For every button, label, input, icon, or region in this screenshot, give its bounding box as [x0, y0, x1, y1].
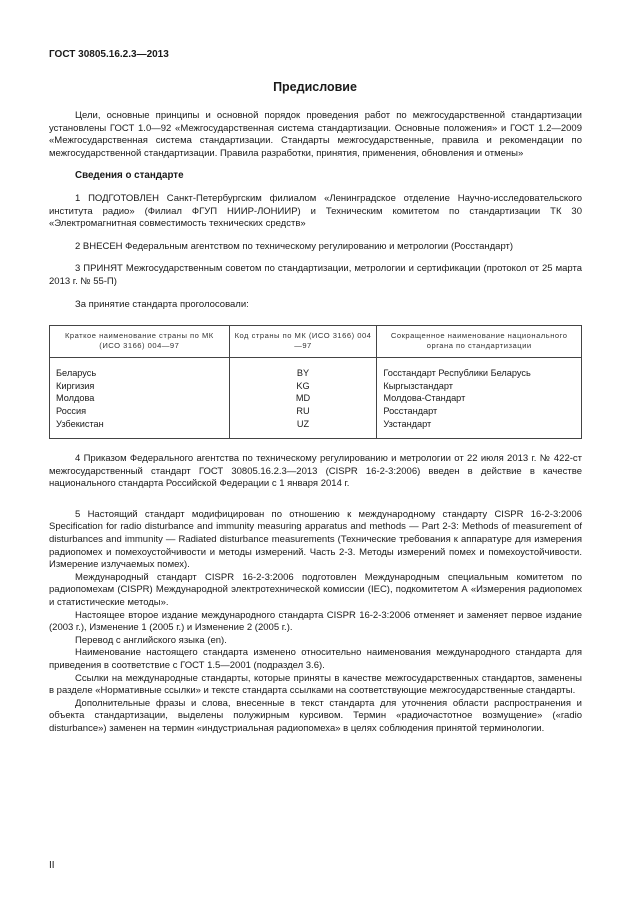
document-body — [49, 110, 582, 736]
code-cell: UZ — [229, 418, 377, 439]
code-cell: RU — [229, 405, 377, 418]
body-cell: Росстандарт — [377, 405, 582, 418]
item-3-paragraph: 3 ПРИНЯТ Межгосударственным советом по стандартизации, метрологии и сертификации (протокол от 25 марта 2013 г. № 55-П) — [49, 263, 582, 287]
country-cell: Молдова — [50, 392, 230, 405]
page-title: Предисловие — [273, 80, 357, 94]
translation-paragraph: Перевод с английского языка (en). — [75, 634, 227, 646]
table-row — [50, 380, 582, 393]
item-2-paragraph: 2 ВНЕСЕН Федеральным агентством по техническому регулированию и метрологии (Росстандарт) — [75, 240, 514, 252]
col-header-body: Сокращенное наименование национального органа по стандартизации — [377, 326, 582, 358]
col-header-code: Код страны по МК (ИСО 3166) 004—97 — [229, 326, 377, 358]
item-5-paragraph: 5 Настоящий стандарт модифицирован по отношению к международному стандарту CISPR 16-2-3:2006 Specification for radio disturbance and immunity measuring apparatus and methods — Part 2-3: Methods of measurement of disturbances and immunity — Radiated disturbance measurements (Технические требования к аппаратуре для измерения радиопомех и помехоустойчивости и методы измерений. Часть 2-3. Методы измерений помех и помехоустойчивости. Измерение излучаемых помех). — [49, 508, 582, 571]
table-row — [50, 418, 582, 439]
item-4-paragraph: 4 Приказом Федерального агентства по техническому регулированию и метрологии от 22 июля 2013 г. № 422-ст межгосударственный стандарт ГОСТ 30805.16.2.3—2013 (CISPR 16-2-3:2006) введен в действие в качестве национального стандарта Российской Федерации с 1 января 2014 г. — [49, 453, 582, 490]
page-number: II — [49, 860, 55, 871]
document-id: ГОСТ 30805.16.2.3—2013 — [49, 49, 169, 60]
body-cell: Молдова-Стандарт — [377, 392, 582, 405]
name-change-paragraph: Наименование настоящего стандарта изменено относительно наименования международного стандарта для приведения в соответствие с ГОСТ 1.5—2001 (подраздел 3.6). — [49, 647, 582, 671]
country-cell: Россия — [50, 405, 230, 418]
table-row — [50, 358, 582, 380]
voted-caption: За принятие стандарта проголосовали: — [75, 298, 249, 310]
section-heading: Сведения о стандарте — [75, 170, 184, 182]
country-cell: Беларусь — [50, 358, 230, 380]
code-cell: BY — [229, 358, 377, 380]
code-cell: MD — [229, 392, 377, 405]
country-cell: Узбекистан — [50, 418, 230, 439]
col-header-country: Краткое наименование страны по МК (ИСО 3166) 004—97 — [50, 326, 230, 358]
intro-paragraph: Цели, основные принципы и основной порядок проведения работ по межгосударственной стандартизации установлены ГОСТ 1.0—92 «Межгосударственная система стандартизации. Основные положения» и ГОСТ 1.2—2009 «Межгосударственная система стандартизации. Стандарты межгосударственные, правила и рекомендации по межгосударственной стандартизации. Правила разработки, принятия, применения, обновления и отмены» — [49, 110, 582, 159]
additions-paragraph: Дополнительные фразы и слова, внесенные в текст стандарта для уточнения области распространения и объекта стандартизации, выделены полужирным курсивом. Термин «радиочастотное возмущение» («radio disturbance») заменен на термин «индустриальная радиопомеха» в целях соблюдения принятой терминологии. — [49, 697, 582, 734]
body-cell: Госстандарт Республики Беларусь — [377, 358, 582, 380]
table-header-row — [50, 326, 582, 358]
country-cell: Киргизия — [50, 380, 230, 393]
code-cell: KG — [229, 380, 377, 393]
cispr-origin-paragraph: Международный стандарт CISPR 16-2-3:2006 подготовлен Международным специальным комитетом по радиопомехам (CISPR) Международной электротехнической комиссии (IEC), подкомитетом А «Измерения радиопомех и статистические методы». — [49, 571, 582, 609]
edition-paragraph: Настоящее второе издание международного стандарта CISPR 16-2-3:2006 отменяет и заменяет первое издание (2003 г.), Изменение 1 (2005 г.) и Изменение 2 (2005 г.). — [49, 609, 582, 634]
voting-table — [49, 325, 582, 439]
body-cell: Кыргызстандарт — [377, 380, 582, 393]
item-1-paragraph: 1 ПОДГОТОВЛЕН Санкт-Петербургским филиалом «Ленинградское отделение Научно-исследовательского института радио» (Филиал ФГУП НИИР-ЛОНИИР) и Техническим комитетом по стандартизации ТК 30 «Электромагнитная совместимость технических средств» — [49, 192, 582, 230]
body-cell: Узстандарт — [377, 418, 582, 439]
table-row — [50, 392, 582, 405]
table-row — [50, 405, 582, 418]
references-paragraph: Ссылки на международные стандарты, которые приняты в качестве межгосударственных стандартов, заменены в разделе «Нормативные ссылки» и тексте стандарта ссылками на соответствующие межгосударственные стандарты. — [49, 672, 582, 697]
